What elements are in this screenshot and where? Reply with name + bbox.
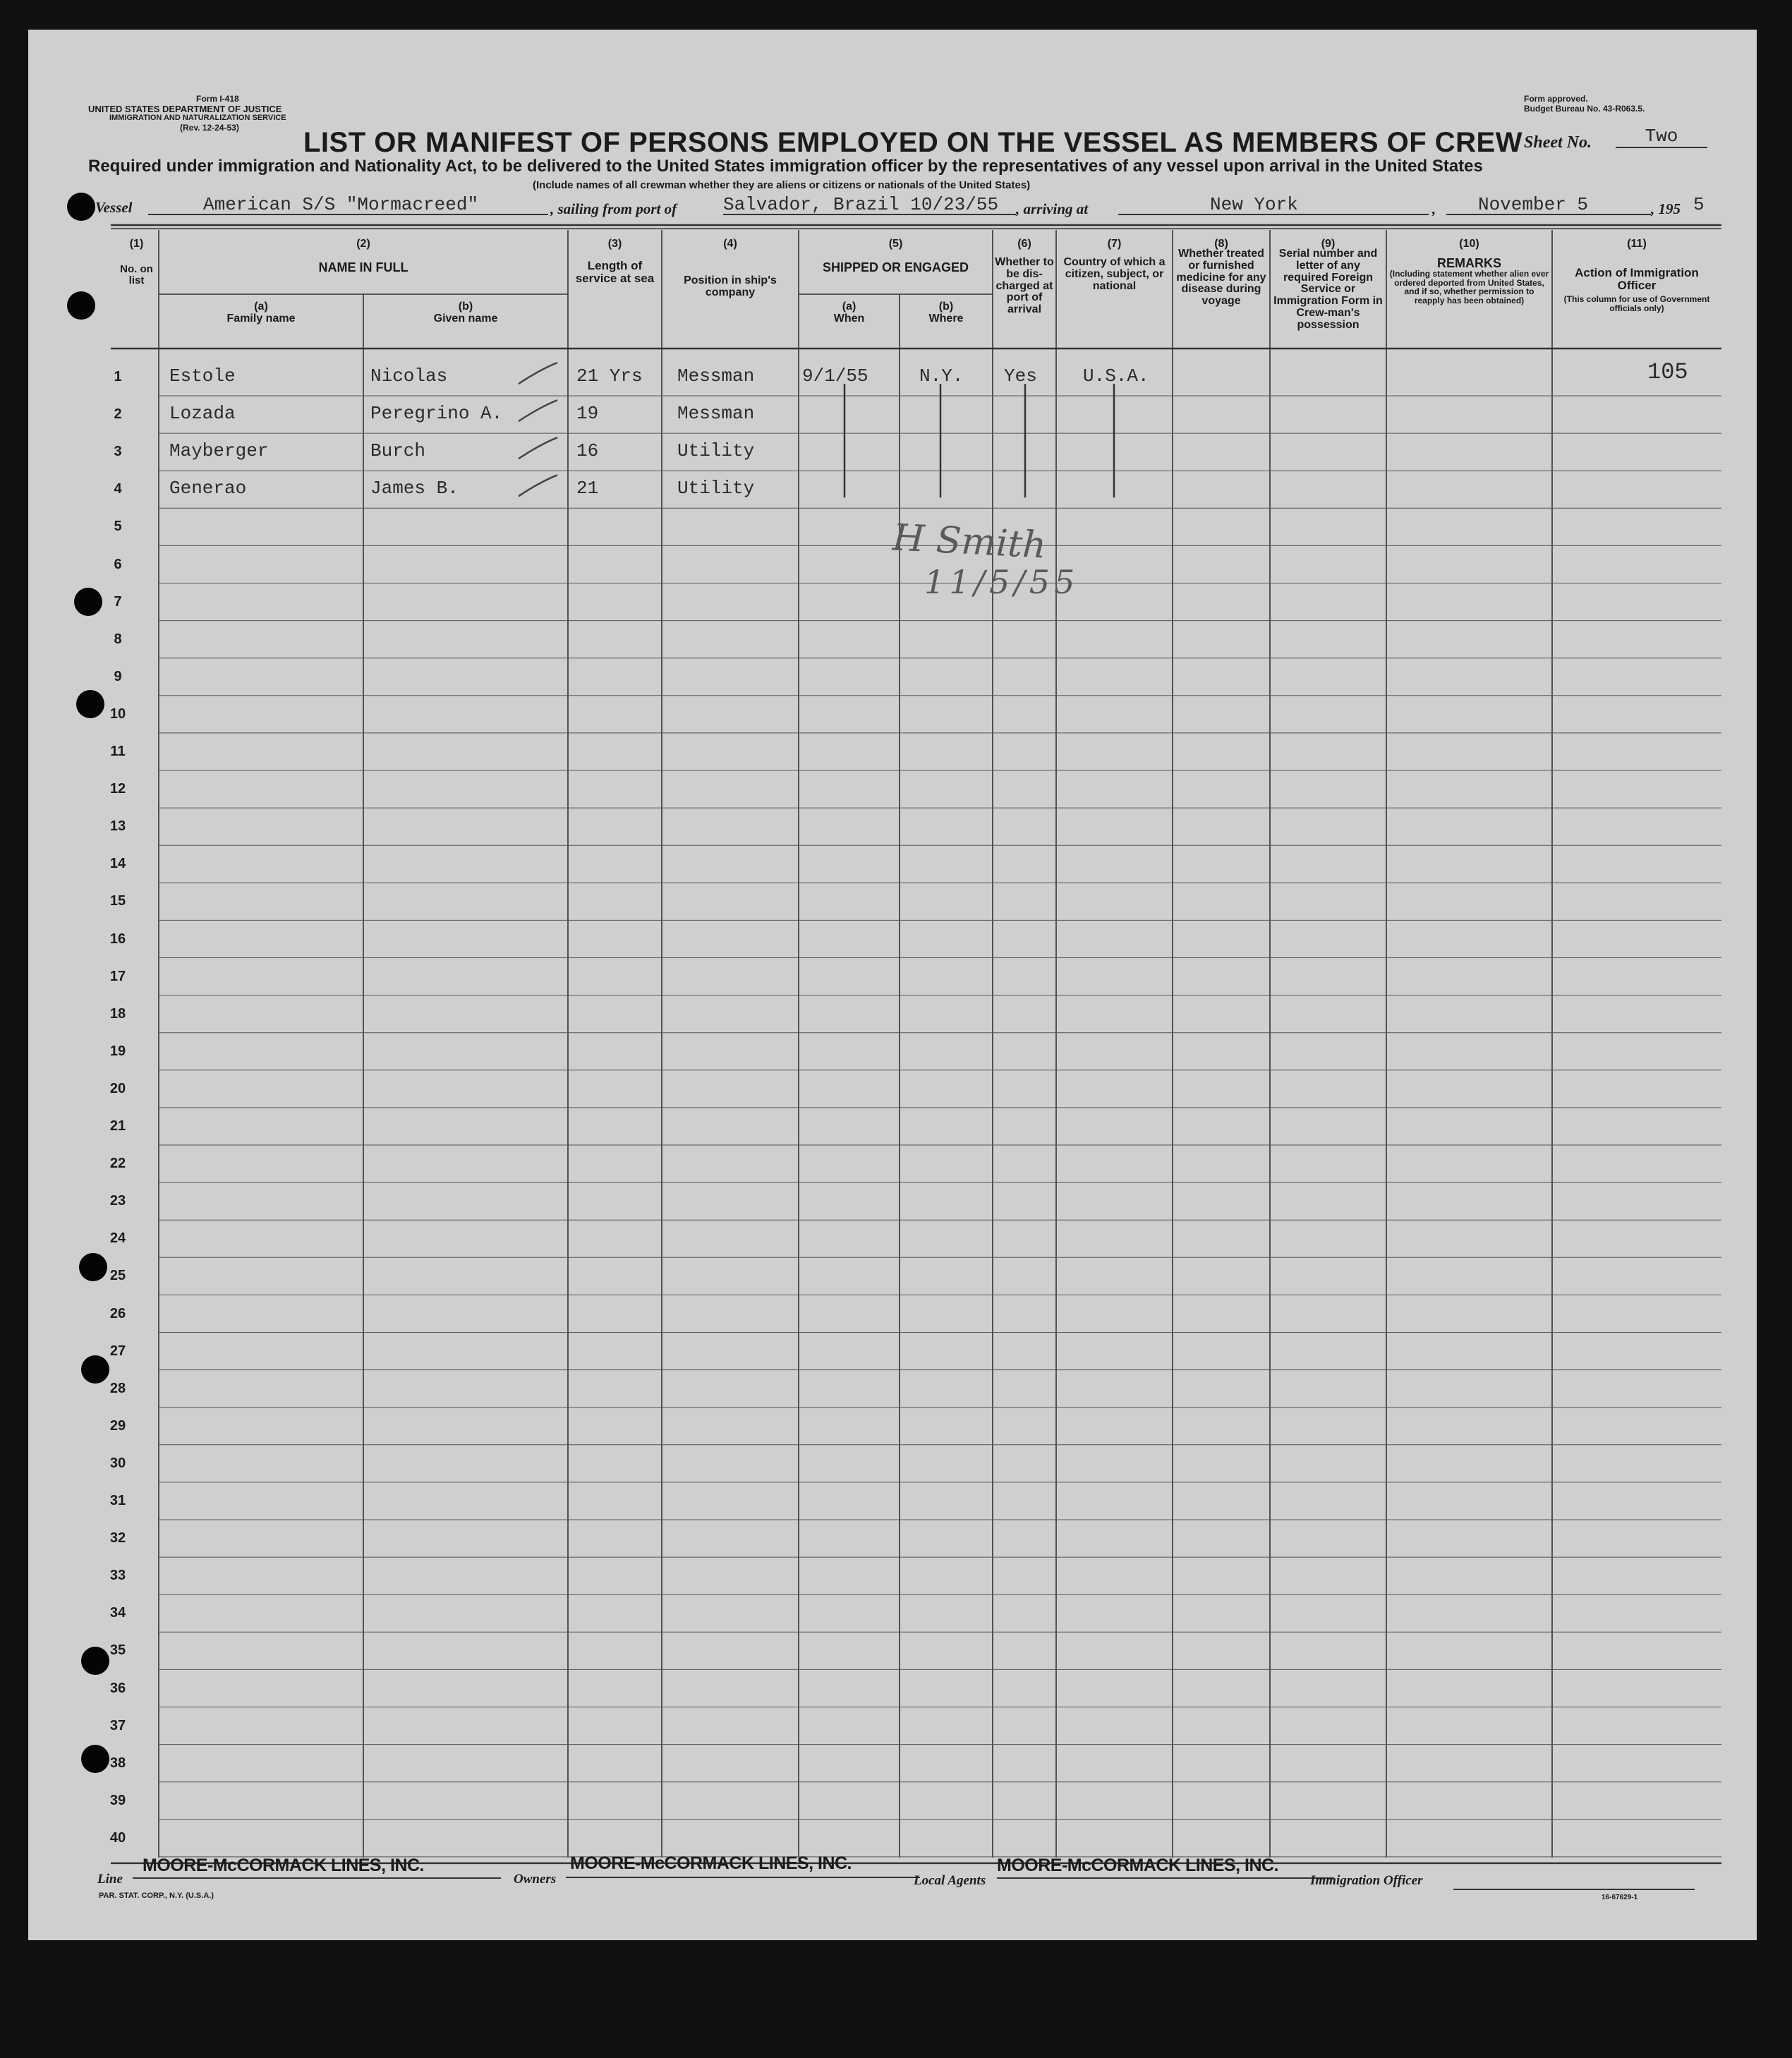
sheet-value: Two (1645, 126, 1678, 147)
year-label: , 195 (1651, 200, 1681, 217)
punch-hole (67, 291, 95, 320)
col-1-number: (1) (129, 238, 144, 250)
row-position: Messman (677, 365, 755, 387)
row-number: 8 (114, 631, 122, 647)
print-code: 16-67629-1 (1602, 1894, 1638, 1901)
vessel-value: American S/S "Mormacreed" (203, 194, 479, 215)
row-number: 2 (114, 406, 122, 423)
punch-hole (76, 690, 104, 718)
row-given: Nicolas (370, 365, 448, 387)
punch-hole (74, 588, 102, 616)
agents-field (997, 1857, 1334, 1879)
arriving-value: New York (1210, 194, 1298, 215)
col-10-note: (Including statement whether alien ever ordered deported from United States, and if so, whether permission to reapply has been obtained) (1389, 269, 1549, 305)
row-position: Messman (677, 403, 755, 425)
row-number: 19 (109, 1043, 126, 1059)
row-position: Utility (677, 440, 755, 462)
row-family: Generao (169, 478, 247, 500)
row-number: 13 (109, 818, 126, 835)
agents-value: MOORE-McCORMACK LINES, INC. (997, 1856, 1278, 1875)
col-11-number: (11) (1627, 238, 1647, 250)
owners-label: Owners (514, 1872, 557, 1887)
row-number: 10 (109, 706, 126, 722)
manifest-sheet (28, 30, 1757, 1940)
row-country: U.S.A. (1083, 365, 1149, 387)
col-1-label: No. on list (120, 263, 153, 286)
row-number: 1 (114, 369, 122, 385)
row-number: 6 (114, 556, 122, 572)
date-value: November 5 (1478, 194, 1589, 215)
punch-hole (81, 1355, 109, 1384)
col-2-label: NAME IN FULL (318, 260, 408, 274)
row-number: 32 (109, 1530, 126, 1546)
row-number: 24 (109, 1230, 126, 1247)
row-number: 3 (114, 444, 122, 460)
col-3-label: Length of service at sea (575, 259, 655, 285)
comma-sep: , (1432, 200, 1436, 217)
arriving-label: , arriving at (1016, 200, 1089, 217)
col-5-number: (5) (888, 238, 903, 250)
col-10-label: REMARKS (1436, 256, 1501, 270)
row-number: 14 (109, 856, 126, 872)
printer-imprint: PAR. STAT. CORP., N.Y. (U.S.A.) (99, 1891, 214, 1900)
row-number: 5 (114, 519, 122, 535)
line-field (133, 1857, 501, 1879)
handwritten-date: 11/5/55 (924, 563, 1079, 601)
row-family: Estole (169, 365, 236, 387)
department-name: UNITED STATES DEPARTMENT OF JUSTICE (88, 104, 282, 114)
col-5-label: SHIPPED OR ENGAGED (822, 260, 969, 274)
row-when: 9/1/55 (802, 365, 868, 387)
budget-bureau: Budget Bureau No. 43-R063.5. (1524, 104, 1645, 114)
col-7-number: (7) (1107, 238, 1122, 250)
col-9-number: (9) (1321, 238, 1336, 250)
sailing-label: , sailing from port of (550, 200, 677, 217)
row-service: 16 (576, 440, 599, 462)
page-subtitle: Required under immigration and Nationality Act, to be delivered to the United States immigration officer by the representatives of any vessel upon arrival in the United States (88, 157, 1483, 176)
row-family: Mayberger (169, 440, 269, 462)
immigration-officer-field (1453, 1889, 1695, 1890)
row-number: 37 (109, 1717, 126, 1733)
line-label: Line (97, 1872, 123, 1887)
punch-hole (81, 1745, 109, 1773)
row-number: 28 (109, 1380, 126, 1396)
vessel-label: Vessel (95, 199, 133, 216)
col-3-number: (3) (607, 238, 622, 250)
row-number: 39 (109, 1792, 126, 1808)
col-9-label: Serial number and letter of any required Foreign Service or Immigration Form in Crew-man's possession (1273, 248, 1383, 331)
form-approval: Form approved. (1524, 94, 1588, 104)
owners-field (566, 1855, 920, 1878)
subtitle-note: (Include names of all crewman whether they are aliens or citizens or nationals of the United States) (533, 179, 1031, 191)
punch-hole (81, 1647, 109, 1675)
row-number: 15 (109, 893, 126, 909)
punch-hole (79, 1253, 107, 1281)
owners-value: MOORE-McCORMACK LINES, INC. (570, 1853, 852, 1873)
row-number: 20 (109, 1080, 126, 1096)
row-number: 7 (114, 593, 122, 610)
row-service: 19 (576, 403, 599, 425)
col-2-number: (2) (356, 238, 370, 250)
sailing-value: Salvador, Brazil 10/23/55 (723, 194, 999, 215)
form-revision: (Rev. 12-24-53) (180, 123, 239, 133)
row-number: 17 (109, 968, 126, 984)
row-service: 21 (576, 478, 599, 500)
row-number: 27 (109, 1343, 126, 1359)
row-family: Lozada (169, 403, 236, 425)
row-number: 12 (109, 781, 126, 797)
row-number: 18 (109, 1005, 126, 1022)
col-8-label: Whether treated or furnished medicine for any disease during voyage (1176, 248, 1266, 308)
row-where: N.Y. (919, 365, 964, 387)
col-5a-label: (a) When (833, 301, 865, 325)
punch-hole (67, 193, 95, 221)
form-number: Form I-418 (196, 94, 239, 104)
row-number: 30 (109, 1455, 126, 1471)
row-number: 38 (109, 1755, 126, 1771)
row-number: 16 (109, 931, 126, 947)
row-number: 4 (114, 481, 122, 497)
col-2b-label: (b) Given name (433, 301, 498, 325)
row-position: Utility (677, 478, 755, 500)
row-number: 33 (109, 1568, 126, 1584)
line-value: MOORE-McCORMACK LINES, INC. (143, 1856, 424, 1875)
row-number: 35 (109, 1642, 126, 1659)
col-11-label: Action of Immigration Officer (1575, 266, 1699, 292)
row-action: 105 (1647, 359, 1688, 385)
handwritten-initials: H Smith (891, 516, 1048, 567)
row-number: 22 (109, 1156, 126, 1172)
col-6-number: (6) (1017, 238, 1031, 250)
col-5b-label: (b) Where (928, 301, 964, 325)
row-number: 40 (109, 1829, 126, 1846)
row-service: 21 Yrs (576, 365, 643, 387)
row-number: 9 (114, 668, 122, 684)
row-number: 29 (109, 1417, 126, 1434)
row-number: 34 (109, 1605, 126, 1621)
row-number: 31 (109, 1493, 126, 1508)
row-discharged: Yes (1004, 365, 1037, 387)
col-4-label: Position in ship's company (684, 274, 777, 298)
row-given: Burch (370, 440, 426, 462)
row-number: 11 (110, 744, 126, 759)
col-6-label: Whether to be dis-charged at port of arrival (995, 256, 1054, 316)
row-number: 23 (109, 1193, 126, 1209)
row-number: 21 (109, 1118, 126, 1134)
col-10-number: (10) (1459, 238, 1479, 250)
year-value: 5 (1693, 194, 1705, 215)
col-11-note: (This column for use of Government officials only) (1563, 294, 1710, 313)
row-given: James B. (370, 478, 459, 500)
col-8-number: (8) (1214, 238, 1228, 250)
page-title: LIST OR MANIFEST OF PERSONS EMPLOYED ON THE VESSEL AS MEMBERS OF CREW (303, 127, 1522, 158)
row-number: 25 (109, 1268, 126, 1284)
row-given: Peregrino A. (370, 403, 503, 425)
row-number: 36 (109, 1680, 126, 1696)
sheet-label: Sheet No. (1524, 133, 1592, 152)
col-4-number: (4) (723, 238, 737, 250)
col-2a-label: (a) Family name (226, 301, 296, 325)
agents-label: Local Agents (914, 1873, 986, 1888)
immigration-officer-label: Immigration Officer (1310, 1873, 1423, 1888)
service-name: IMMIGRATION AND NATURALIZATION SERVICE (109, 114, 286, 122)
row-number: 26 (109, 1305, 126, 1321)
col-7-label: Country of which a citizen, subject, or national (1063, 256, 1166, 292)
